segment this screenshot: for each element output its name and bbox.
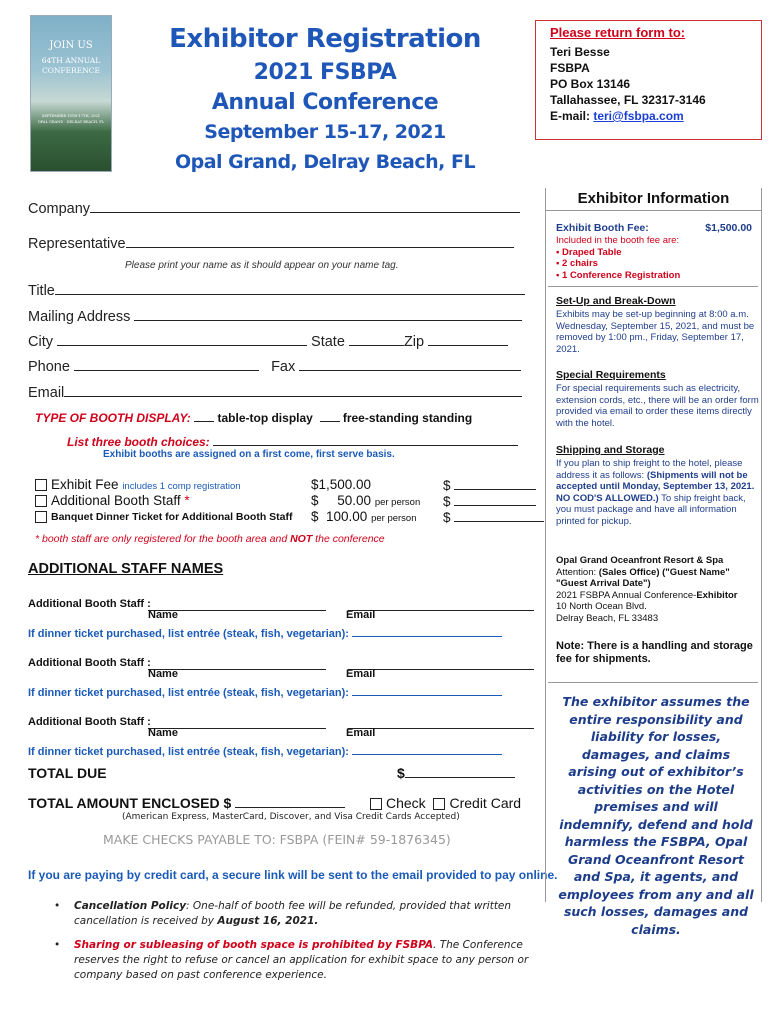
side-fee-label: Exhibit Booth Fee:: [556, 222, 649, 234]
additional-staff-amount-row: [311, 493, 420, 508]
email-input[interactable]: [64, 384, 522, 397]
address-line-1-text: 2021 FSBPA Annual Conference-: [556, 589, 697, 601]
credit-card-label: Credit Card: [449, 795, 522, 811]
side-included-item-1: ▪ Draped Table: [556, 246, 622, 258]
phone-input[interactable]: [74, 358, 259, 371]
side-included-item-3: ▪ 1 Conference Registration: [556, 269, 681, 281]
cards-accepted-note: (American Express, MasterCard, Discover, and Visa Credit Cards Accepted): [122, 812, 460, 822]
first-come-note: Exhibit booths are assigned on a first come, first serve basis.: [103, 449, 395, 460]
staff-1-email-caption: Email: [346, 609, 376, 621]
booth-type-freestanding-label: free-standing standing: [342, 411, 473, 425]
representative-input[interactable]: [126, 235, 514, 248]
shipping-text: [556, 458, 759, 527]
booth-type-tabletop-check[interactable]: [194, 409, 214, 422]
return-heading: Please return form to:: [550, 25, 686, 40]
payment-method-row: [370, 795, 521, 811]
staff-2-label: Additional Booth Staff :: [28, 657, 151, 669]
staff-1-email-input[interactable]: [348, 598, 534, 611]
banquet-checkbox[interactable]: [35, 511, 47, 523]
address-line-1: [556, 590, 759, 602]
special-text: For special requirements such as electricity, extension cords, etc., there will be an order form provided via email to order these items directly with the hotel.: [556, 383, 759, 429]
staff-note-not: NOT: [290, 533, 313, 545]
return-address-box: [535, 20, 762, 140]
mailing-input[interactable]: [134, 308, 522, 321]
side-fee-amount: $1,500.00: [705, 222, 752, 234]
return-email-link[interactable]: teri@fsbpa.com: [593, 109, 684, 123]
poster-line-3: CONFERENCE: [41, 66, 101, 75]
additional-staff-checkbox[interactable]: [35, 495, 47, 507]
return-box: PO Box 13146: [550, 77, 631, 91]
staff-note-a: * booth staff are only registered for the booth area and: [35, 533, 291, 545]
company-label: Company: [28, 201, 91, 217]
side-fee-row: [556, 222, 756, 234]
side-included-item-2: ▪ 2 chairs: [556, 258, 598, 269]
bullet-dot-icon: •: [54, 900, 61, 912]
staff-3-label: Additional Booth Staff :: [28, 716, 151, 728]
booth-choices-input[interactable]: [213, 433, 518, 446]
bullet-dot-icon: •: [54, 939, 61, 951]
representative-label: Representative: [28, 236, 126, 252]
city-input[interactable]: [57, 333, 307, 346]
company-input[interactable]: [90, 200, 520, 213]
staff-note: [35, 533, 385, 545]
staff-3-dinner-input[interactable]: [352, 742, 502, 755]
sublease-policy: [54, 938, 544, 983]
setup-text: Exhibits may be set-up beginning at 8:00 a.m. Wednesday, September 15, 2021, and must be removed by 1:00 pm., Friday, September 17, 2021.: [556, 309, 755, 355]
exhibit-fee-dollar: $: [443, 478, 451, 493]
staff-note-b: the conference: [312, 533, 385, 545]
city-row: [28, 333, 508, 350]
fax-label: Fax: [271, 359, 296, 375]
email-label: Email: [28, 385, 65, 401]
phone-label: Phone: [28, 359, 70, 375]
staff-3-name-caption: Name: [148, 727, 178, 739]
side-divider-2: [548, 682, 758, 683]
handling-note: Note: There is a handling and storage fee for shipments.: [556, 640, 753, 665]
booth-choices-label: List three booth choices:: [67, 435, 210, 449]
staff-1-dinner-label: [28, 624, 502, 640]
banquet-dollar: $: [443, 510, 451, 525]
additional-staff-total-input[interactable]: [454, 493, 536, 506]
additional-staff-dollar: $: [443, 494, 451, 509]
city-label: City: [28, 334, 53, 350]
company-row: [28, 200, 520, 217]
conference-poster-image: [30, 15, 112, 172]
mailing-row: [28, 308, 522, 325]
phone-row: [28, 358, 521, 375]
side-divider-1: [548, 286, 758, 287]
exhibit-fee-checkbox[interactable]: [35, 479, 47, 491]
staff-2-dinner-input[interactable]: [352, 683, 502, 696]
special-heading: Special Requirements: [556, 369, 666, 381]
return-org: FSBPA: [550, 61, 590, 75]
state-label: State: [311, 334, 345, 350]
poster-logo: [31, 28, 111, 33]
title-row: [28, 282, 525, 299]
poster-line-1: JOIN US: [49, 40, 93, 51]
side-included-item-3-text: 1 Conference Registration: [562, 269, 681, 281]
fee-row-exhibit: [35, 477, 241, 492]
banquet-amount-row: [311, 509, 417, 524]
poster-line-2: 64TH ANNUAL: [41, 56, 101, 65]
exhibit-fee-amount: $1,500.00: [311, 477, 372, 492]
staff-3-dinner-label: [28, 742, 502, 758]
poster-line-4: SEPTEMBER 15TH-17TH, 2021: [41, 114, 101, 118]
return-city: Tallahassee, FL 32317-3146: [550, 93, 706, 107]
sublease-text: . The Conference reserves the right to refuse or cancel an application for exhibit space to any person or company based on past conference experience.: [74, 939, 529, 981]
header-conference: Annual Conference: [211, 90, 439, 115]
zip-input[interactable]: [428, 333, 508, 346]
cancellation-text: : One-half of booth fee will be refunded, provided that written cancellation is received by: [74, 900, 512, 927]
header-location: Opal Grand, Delray Beach, FL: [174, 151, 476, 173]
booth-type-row: [35, 409, 472, 425]
banquet-label: Banquet Dinner Ticket for Additional Booth Staff: [51, 511, 293, 523]
exhibit-fee-note: includes 1 comp registration: [122, 481, 241, 492]
total-due-input[interactable]: [405, 765, 515, 778]
additional-staff-heading: ADDITIONAL STAFF NAMES: [28, 561, 224, 577]
staff-2-email-caption: Email: [346, 668, 376, 680]
fee-row-staff: [35, 493, 190, 508]
side-included-list: [556, 235, 756, 281]
return-email-label: E-mail:: [550, 109, 594, 123]
total-enclosed-row: [28, 795, 345, 811]
fee-row-banquet: [35, 511, 293, 523]
total-due-label: TOTAL DUE: [28, 765, 107, 781]
booth-type-tabletop-label: table-top display: [217, 411, 313, 425]
address-attention: [556, 567, 759, 590]
additional-staff-label: Additional Booth Staff: [51, 493, 181, 508]
banquet-amount: $ 100.00: [311, 509, 368, 524]
banquet-per: per person: [371, 513, 417, 524]
address-exhibitor: Exhibitor: [696, 589, 738, 601]
poster-line-5: OPAL GRAND · DELRAY BEACH, FL: [37, 120, 105, 124]
shipping-text-2: To ship freight back, you must package and have all information printed for pickup.: [556, 492, 746, 527]
staff-1-dinner-input[interactable]: [352, 624, 502, 637]
total-due-dollar: $: [397, 765, 405, 781]
staff-entry-1: [28, 598, 548, 643]
staff-2-email-input[interactable]: [348, 657, 534, 670]
return-email-line: [550, 108, 761, 124]
email-row: [28, 384, 522, 401]
banquet-total-input[interactable]: [454, 509, 544, 522]
staff-3-email-input[interactable]: [348, 716, 534, 729]
print-name-note: Please print your name as it should appear on your name tag.: [125, 260, 399, 271]
staff-3-dinner-text: If dinner ticket purchased, list entrée (steak, fish, vegetarian):: [28, 746, 349, 758]
address-line-2: 10 North Ocean Blvd.: [556, 601, 647, 612]
liability-disclaimer: The exhibitor assumes the entire responsibility and liability for losses, damages, and claims arising out of exhibitor’s activities on the Hotel premises and will indemnify, defend and hold harmless the FSBPA, Opal Grand Oceanfront Resort and Spa, it agents, and employees from any and all such losses, damages and claims.: [558, 694, 754, 937]
header-title: Exhibitor Registration: [169, 24, 481, 54]
header-subtitle: 2021 FSBPA: [253, 60, 397, 85]
staff-1-dinner-text: If dinner ticket purchased, list entrée (steak, fish, vegetarian):: [28, 628, 349, 640]
exhibitor-info-heading: Exhibitor Information: [546, 190, 761, 211]
staff-2-dinner-text: If dinner ticket purchased, list entrée (steak, fish, vegetarian):: [28, 687, 349, 699]
checks-payable-note: MAKE CHECKS PAYABLE TO: FSBPA (FEIN# 59-1876345): [103, 832, 451, 847]
mailing-label: Mailing Address: [28, 309, 131, 325]
side-included-item-2-text: 2 chairs: [562, 258, 598, 269]
address-attn-bold: (Sales Office) ("Guest Name" "Guest Arrival Date"): [556, 566, 730, 589]
total-enclosed-input[interactable]: [235, 795, 345, 808]
staff-3-email-caption: Email: [346, 727, 376, 739]
staff-1-name-caption: Name: [148, 609, 178, 621]
additional-staff-star: *: [184, 493, 190, 508]
check-label: Check: [386, 795, 426, 811]
fax-input[interactable]: [299, 358, 521, 371]
address-name: Opal Grand Oceanfront Resort & Spa: [556, 555, 724, 566]
staff-entry-3: [28, 716, 548, 761]
side-included-heading: Included in the booth fee are:: [556, 235, 680, 246]
shipping-bold: (Shipments will not be accepted until Monday, September 13, 2021. NO COD'S ALLOWED.): [556, 469, 755, 504]
cancellation-policy: [54, 899, 544, 929]
address-attn-label: Attention:: [556, 566, 599, 578]
title-label: Title: [28, 283, 55, 299]
total-due-field: [397, 765, 515, 781]
state-input[interactable]: [349, 333, 404, 346]
total-enclosed-label: TOTAL AMOUNT ENCLOSED $: [28, 795, 232, 811]
banquet-total: [443, 509, 544, 525]
side-included-item-1-text: Draped Table: [562, 246, 622, 258]
booth-type-freestanding-check[interactable]: [320, 409, 340, 422]
cancellation-date: August 16, 2021.: [217, 915, 319, 927]
staff-2-name-caption: Name: [148, 668, 178, 680]
staff-2-dinner-label: [28, 683, 502, 699]
additional-staff-amount: $ 50.00: [311, 493, 372, 508]
cancellation-label: Cancellation Policy: [74, 900, 187, 912]
sublease-label: Sharing or subleasing of booth space is prohibited by FSBPA: [74, 939, 434, 951]
credit-card-note: If you are paying by credit card, a secure link will be sent to the email provided to pay online.: [28, 868, 558, 882]
address-line-3: Delray Beach, FL 33483: [556, 612, 659, 624]
booth-type-label: TYPE OF BOOTH DISPLAY:: [35, 411, 191, 425]
staff-entry-2: [28, 657, 548, 702]
exhibit-fee-total-input[interactable]: [454, 477, 536, 490]
additional-staff-per: per person: [374, 497, 421, 508]
exhibit-fee-label: Exhibit Fee: [51, 477, 119, 492]
title-input[interactable]: [55, 282, 525, 295]
check-checkbox[interactable]: [370, 798, 382, 810]
shipping-heading: Shipping and Storage: [556, 444, 665, 456]
exhibit-fee-total: [443, 477, 536, 493]
credit-card-checkbox[interactable]: [433, 798, 445, 810]
representative-row: [28, 235, 514, 252]
staff-1-label: Additional Booth Staff :: [28, 598, 151, 610]
shipping-address: [556, 555, 759, 624]
additional-staff-total: [443, 493, 536, 509]
setup-heading: Set-Up and Break-Down: [556, 295, 676, 307]
zip-label: Zip: [403, 334, 425, 350]
booth-choices-row: [67, 433, 518, 449]
header-dates: September 15-17, 2021: [204, 121, 446, 143]
shipping-text-1: If you plan to ship freight to the hotel, please address it as follows:: [556, 458, 743, 481]
return-name: Teri Besse: [550, 45, 610, 59]
